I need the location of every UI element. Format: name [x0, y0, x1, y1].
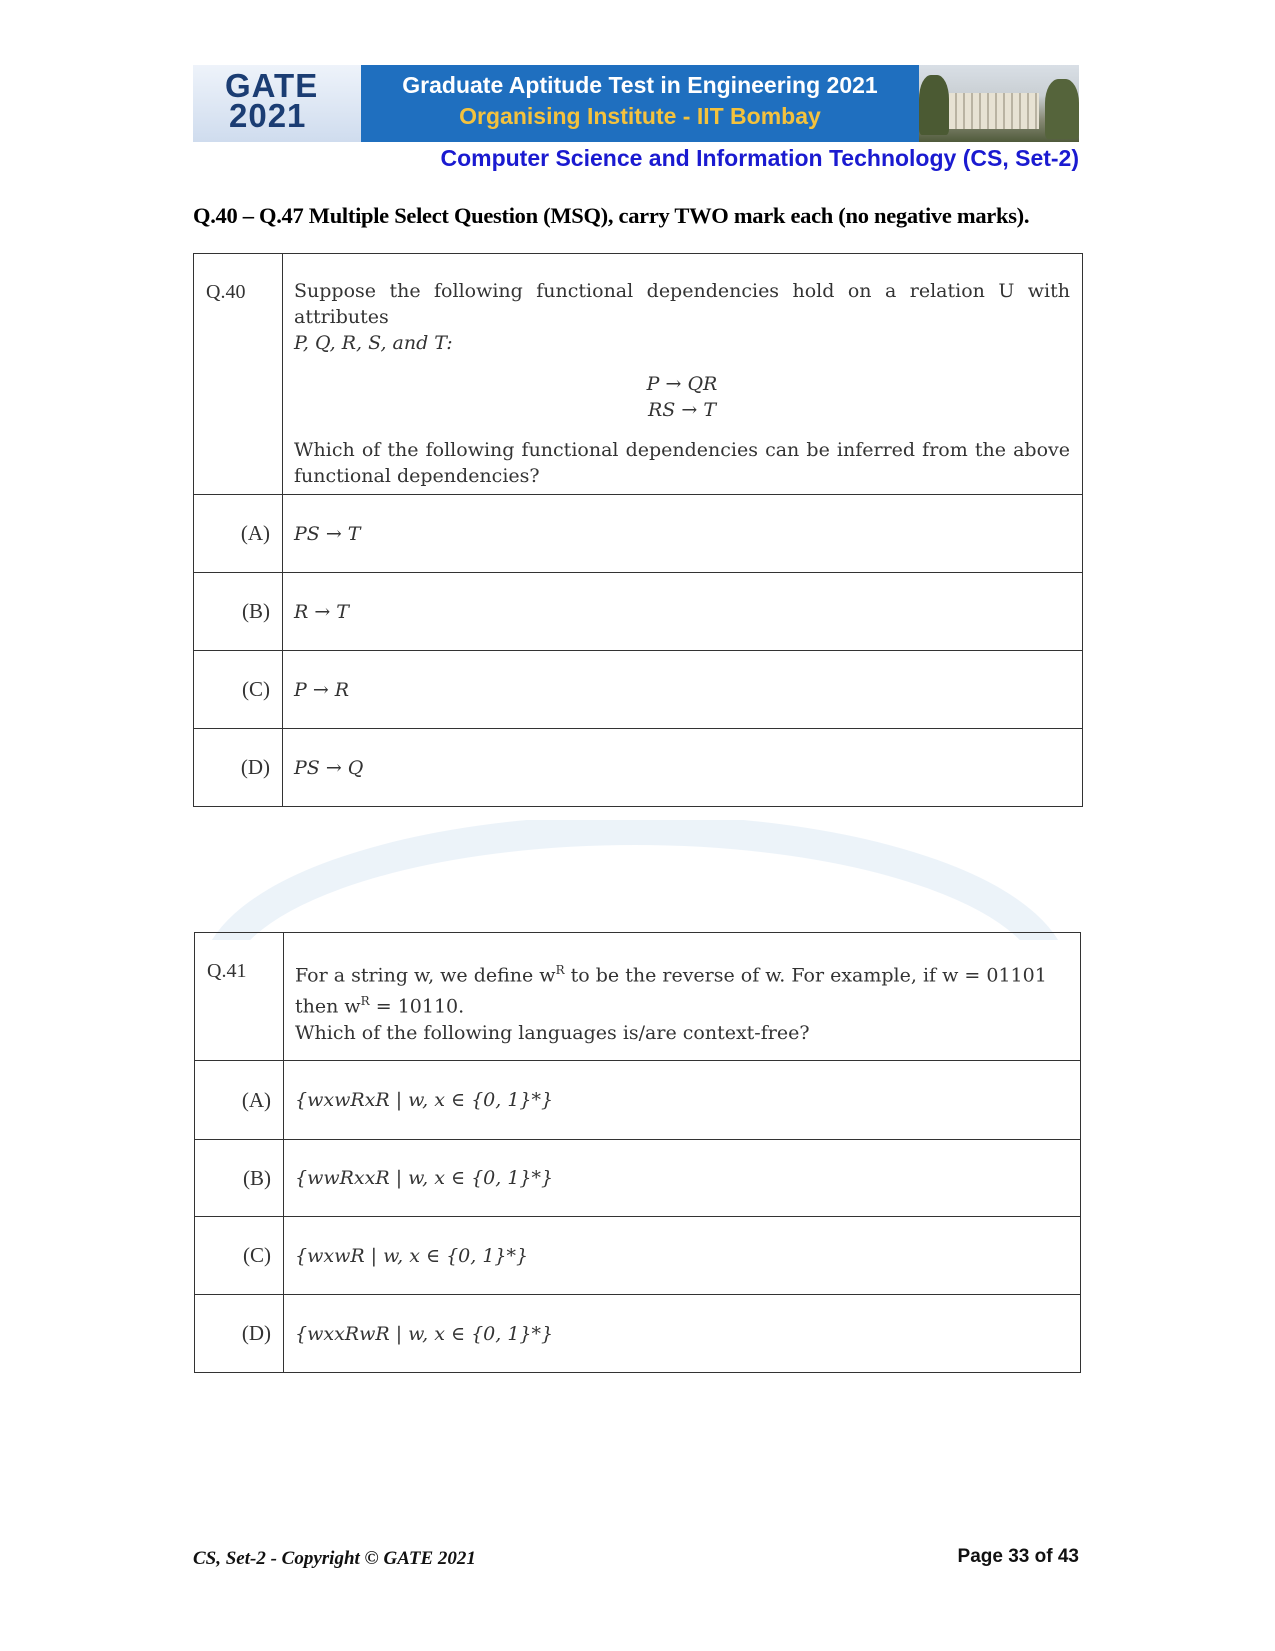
question-intro: Suppose the following functional dependencies hold on a relation U with attributes [294, 280, 1070, 328]
option-text: {wxwR | w, x ∈ {0, 1}*} [284, 1217, 1081, 1295]
question-line: then $w^R = 10110$. [295, 994, 465, 1018]
footer-copyright: CS, Set-2 - Copyright © GATE 2021 [193, 1548, 476, 1569]
exam-title: Graduate Aptitude Test in Engineering 2021 [402, 72, 878, 98]
option-row[interactable] [195, 1061, 1081, 1140]
option-label: (C) [194, 651, 283, 729]
option-text: PS → T [283, 495, 1083, 573]
option-label: (A) [194, 495, 283, 573]
option-text: {wxwRxR | w, x ∈ {0, 1}*} [284, 1061, 1081, 1140]
question-attributes: P, Q, R, S, and T: [294, 332, 453, 354]
tree-shape [1045, 79, 1079, 139]
option-row[interactable] [194, 729, 1083, 807]
campus-photo [919, 65, 1079, 142]
question-number: Q.40 [194, 254, 283, 495]
exam-banner [193, 65, 1079, 142]
option-row[interactable] [194, 573, 1083, 651]
logo-text-year: 2021 [229, 97, 307, 134]
option-text: {wwRxxR | w, x ∈ {0, 1}*} [284, 1140, 1081, 1217]
question-table-40 [193, 253, 1083, 807]
tree-shape [919, 75, 949, 135]
question-body [284, 933, 1081, 1061]
question-table-41 [194, 932, 1081, 1373]
question-row [194, 254, 1083, 495]
fd-line: P → QR [646, 373, 718, 395]
option-label: (C) [195, 1217, 284, 1295]
option-row[interactable] [195, 1295, 1081, 1373]
fd-block [294, 371, 1070, 423]
logo-text-gate: GATE [225, 67, 319, 104]
building-shape [949, 93, 1039, 129]
fd-line: RS → T [648, 399, 716, 421]
question-prompt: Which of the following functional dependencies can be inferred from the above functional dependencies? [294, 439, 1070, 487]
question-prompt: Which of the following languages is/are context-free? [295, 1021, 810, 1044]
option-label: (D) [194, 729, 283, 807]
option-row[interactable] [194, 651, 1083, 729]
option-label: (A) [195, 1061, 284, 1140]
option-row[interactable] [195, 1140, 1081, 1217]
question-row [195, 933, 1081, 1061]
gate-logo [193, 65, 361, 142]
option-label: (B) [194, 573, 283, 651]
paper-title: Computer Science and Information Technology (CS, Set-2) [440, 145, 1079, 171]
option-label: (B) [195, 1140, 284, 1217]
option-text: P → R [283, 651, 1083, 729]
organising-institute: Organising Institute - IIT Bombay [459, 103, 821, 129]
option-row[interactable] [194, 495, 1083, 573]
question-line: For a string w, we define $w^R$ to be the reverse of w. For example, if w = 01101 [295, 963, 1047, 987]
question-number: Q.41 [195, 933, 284, 1061]
institute-watermark [190, 820, 1080, 940]
footer-page-number: Page 33 of 43 [957, 1546, 1079, 1567]
option-text: R → T [283, 573, 1083, 651]
option-label: (D) [195, 1295, 284, 1373]
section-heading: Q.40 – Q.47 Multiple Select Question (MSQ), carry TWO mark each (no negative marks). [193, 203, 1030, 228]
question-body [283, 254, 1083, 495]
option-text: {wxxRwR | w, x ∈ {0, 1}*} [284, 1295, 1081, 1373]
option-text: PS → Q [283, 729, 1083, 807]
option-row[interactable] [195, 1217, 1081, 1295]
banner-title-block [361, 65, 919, 142]
